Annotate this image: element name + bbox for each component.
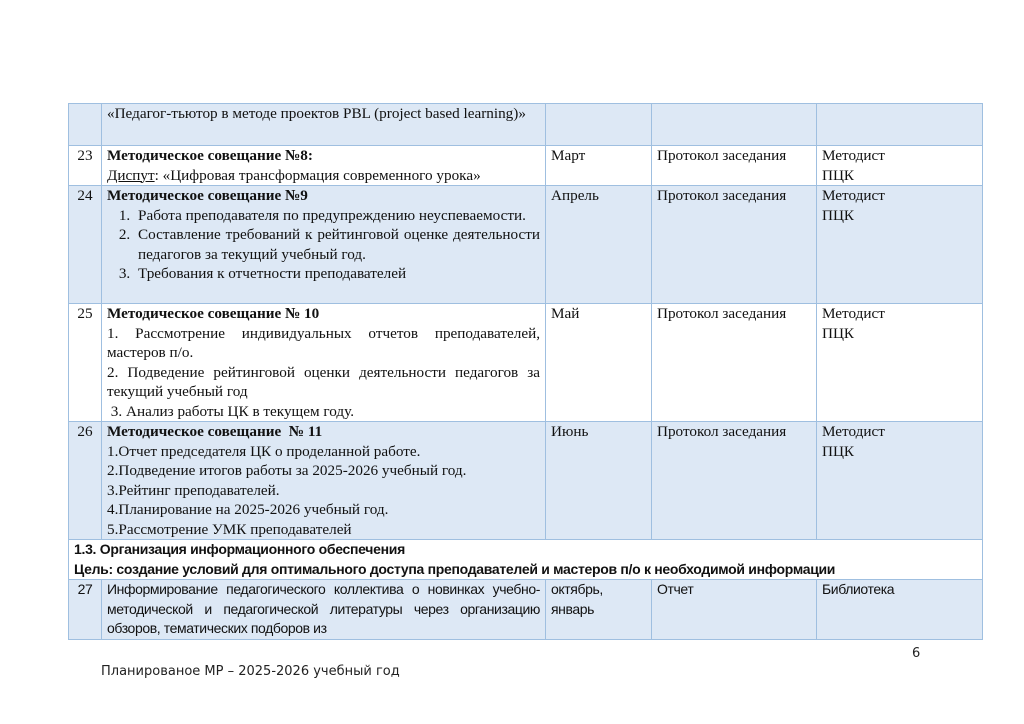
event-responsible: Библиотека [817,580,983,640]
agenda-item: 2. Составление требований к рейтинговой оценке деятельности педагогов за текущий учебный год. [134,225,540,264]
row-number: 25 [69,304,102,422]
agenda-item: 1.Отчет председателя ЦК о проделанной работе. [107,442,421,460]
agenda-item: 3. Требования к отчетности преподавателей [134,264,540,284]
agenda-list [107,206,540,284]
responsible-line: Методист [822,423,885,440]
section-header-row [69,540,983,580]
table-row [69,186,983,304]
table-row [69,422,983,540]
event-responsible [817,146,983,186]
event-content [102,146,546,186]
event-date: октябрь, январь [546,580,652,640]
agenda-item: 3.Рейтинг преподавателей. [107,481,280,499]
event-responsible [817,422,983,540]
event-result: Отчет [652,580,817,640]
row-number: 26 [69,422,102,540]
event-date: Май [546,304,652,422]
agenda-item: 2. Подведение рейтинговой оценки деятельности педагогов за текущий учебный год [107,363,540,400]
event-responsible [817,186,983,304]
row-number: 24 [69,186,102,304]
table-row [69,146,983,186]
event-title: Методическое совещание № 10 [107,305,320,322]
page-number: 6 [912,646,921,661]
event-date: Июнь [546,422,652,540]
responsible-line: ПЦК [822,206,855,224]
plan-table [68,103,983,640]
event-result: Протокол заседания [652,186,817,304]
event-title: Методическое совещание № 11 [107,423,323,440]
table-row [69,104,983,146]
event-content: «Педагог-тьютор в методе проектов PBL (project based learning)» [102,104,546,146]
page-footer: Планированое МР – 2025-2026 учебный год [101,664,400,679]
table-row [69,304,983,422]
event-result: Протокол заседания [652,422,817,540]
agenda-item: 4.Планирование на 2025-2026 учебный год. [107,501,389,518]
responsible-line: ПЦК [822,324,855,342]
event-responsible [817,304,983,422]
section-heading: 1.3. Организация информационного обеспечения [74,541,405,557]
row-number [69,104,102,146]
agenda-item: 2.Подведение итогов работы за 2025-2026 учебный год. [107,462,467,479]
event-result [652,104,817,146]
event-subtitle-label: Диспут [107,166,155,184]
responsible-line: ПЦК [822,166,855,184]
section-header [69,540,983,580]
responsible-line: ПЦК [822,442,855,460]
event-subtitle-text: : «Цифровая трансформация современного урока» [154,166,481,184]
agenda-item: 5.Рассмотрение УМК преподавателей [107,520,352,538]
responsible-line: Методист [822,187,885,204]
event-title: Методическое совещание №9 [107,187,308,204]
section-goal: Цель: создание условий для оптимального доступа преподавателей и мастеров п/о к необходимой информации [74,560,836,577]
responsible-line: Методист [822,147,885,164]
event-title: Методическое совещание №8: [107,147,313,164]
row-number: 27 [69,580,102,640]
event-content [102,186,546,304]
event-date: Март [546,146,652,186]
event-result: Протокол заседания [652,146,817,186]
agenda-item: 1. Работа преподавателя по предупреждению неуспеваемости. [134,206,540,226]
event-responsible [817,104,983,146]
event-content [102,422,546,540]
event-content: Информирование педагогического коллектива о новинках учебно-методической и педагогической литературы через организацию обзоров, тематических подборов из [102,580,546,640]
row-number: 23 [69,146,102,186]
event-content [102,304,546,422]
table-row [69,580,983,640]
event-date [546,104,652,146]
event-date: Апрель [546,186,652,304]
event-result: Протокол заседания [652,304,817,422]
responsible-line: Методист [822,305,885,322]
agenda-item: 3. Анализ работы ЦК в текущем году. [107,402,354,420]
agenda-item: 1. Рассмотрение индивидуальных отчетов преподавателей, мастеров п/о. [107,324,540,361]
